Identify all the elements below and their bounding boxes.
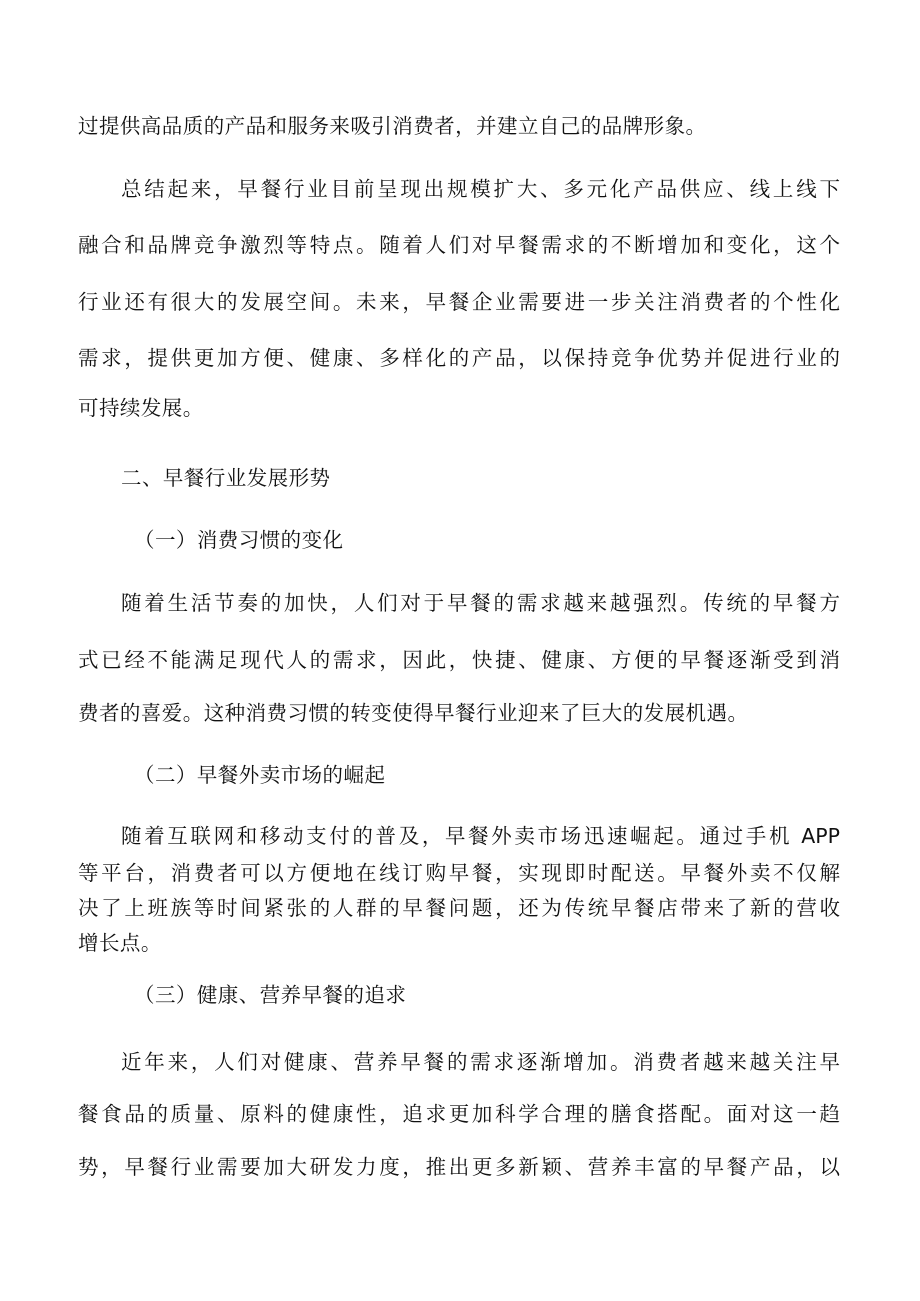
- summary-line: 可持续发展。: [78, 396, 204, 420]
- paragraph-line: 增长点。: [78, 931, 162, 955]
- summary-line: 行业还有很大的发展空间。未来，早餐企业需要进一步关注消费者的个性化: [78, 290, 840, 314]
- paragraph-line: 费者的喜爱。这种消费习惯的转变使得早餐行业迎来了巨大的发展机遇。: [78, 701, 749, 725]
- paragraph-line: 决了上班族等时间紧张的人群的早餐问题，还为传统早餐店带来了新的营收: [78, 896, 840, 920]
- summary-line: 总结起来，早餐行业目前呈现出规模扩大、多元化产品供应、线上线下: [121, 177, 840, 201]
- subsection-heading: （一）消费习惯的变化: [134, 528, 344, 552]
- subsection-heading: （二）早餐外卖市场的崛起: [134, 763, 386, 787]
- subsection-heading: （三）健康、营养早餐的追求: [134, 983, 407, 1007]
- summary-line: 需求，提供更加方便、健康、多样化的产品，以保持竞争优势并促进行业的: [78, 346, 840, 370]
- paragraph-line: 随着互联网和移动支付的普及，早餐外卖市场迅速崛起。通过手机 APP: [121, 824, 840, 848]
- paragraph-line: 随着生活节奏的加快，人们对于早餐的需求越来越强烈。传统的早餐方: [121, 591, 840, 615]
- paragraph-line: 餐食品的质量、原料的健康性，追求更加科学合理的膳食搭配。面对这一趋: [78, 1102, 840, 1126]
- paragraph-line: 过提供高品质的产品和服务来吸引消费者，并建立自己的品牌形象。: [78, 114, 707, 138]
- section-heading: 二、早餐行业发展形势: [121, 466, 331, 490]
- paragraph-line: 势，早餐行业需要加大研发力度，推出更多新颖、营养丰富的早餐产品，以: [78, 1155, 840, 1179]
- paragraph-line: 式已经不能满足现代人的需求，因此，快捷、健康、方便的早餐逐渐受到消: [78, 648, 840, 672]
- paragraph-line: 等平台，消费者可以方便地在线订购早餐，实现即时配送。早餐外卖不仅解: [78, 861, 840, 885]
- summary-line: 融合和品牌竞争激烈等特点。随着人们对早餐需求的不断增加和变化，这个: [78, 233, 840, 257]
- paragraph-line: 近年来，人们对健康、营养早餐的需求逐渐增加。消费者越来越关注早: [121, 1050, 840, 1074]
